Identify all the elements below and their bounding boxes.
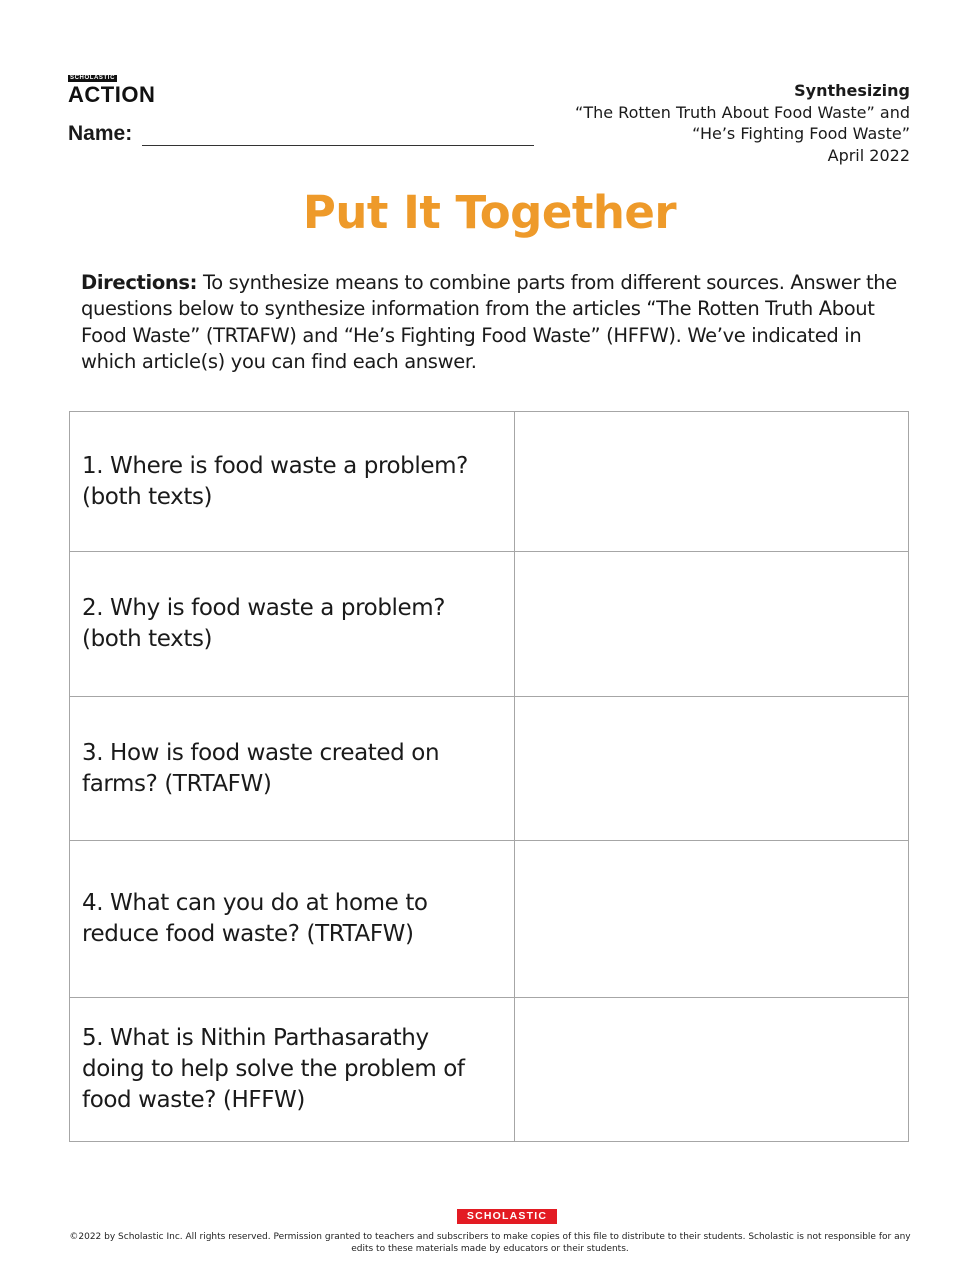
article-title-1: “The Rotten Truth About Food Waste” and (575, 102, 910, 122)
scholastic-action-logo (68, 66, 174, 105)
question-cell (70, 998, 515, 1142)
page-title: Put It Together (302, 186, 677, 239)
question-line: 3. How is food waste created on (82, 739, 440, 766)
table-row (70, 412, 909, 552)
table-row (70, 841, 909, 998)
footer-line: edits to these materials made by educators or their students. (351, 1244, 629, 1254)
skill-label: Synthesizing (794, 81, 910, 100)
logo-scholastic-label: SCHOLASTIC (70, 75, 115, 81)
question-table (69, 411, 909, 1142)
table-row (70, 697, 909, 841)
table-row (70, 552, 909, 697)
question-line: doing to help solve the problem of (82, 1056, 465, 1082)
answer-cell[interactable] (515, 552, 909, 697)
name-field (68, 122, 534, 146)
name-label: Name: (68, 122, 133, 145)
question-line: 1. Where is food waste a problem? (82, 452, 468, 479)
question-line: farms? (TRTAFW) (82, 770, 272, 797)
question-line: food waste? (HFFW) (82, 1087, 305, 1113)
article-title-2: “He’s Fighting Food Waste” (692, 124, 910, 143)
question-line: 5. What is Nithin Parthasarathy (82, 1025, 429, 1051)
question-line: 4. What can you do at home to (82, 890, 428, 916)
answer-cell[interactable] (515, 998, 909, 1142)
name-input-line[interactable] (142, 125, 534, 146)
answer-cell[interactable] (515, 697, 909, 841)
directions-label: Directions: (81, 271, 198, 294)
directions (81, 270, 901, 376)
question-line: (both texts) (82, 626, 213, 652)
question-cell (70, 412, 515, 552)
question-cell (70, 841, 515, 998)
question-cell (70, 552, 515, 697)
question-cell (70, 697, 515, 841)
question-line: (both texts) (82, 483, 213, 510)
answer-cell[interactable] (515, 841, 909, 998)
logo-action-label: ACTION (68, 82, 156, 107)
footer-line: ©2022 by Scholastic Inc. All rights reserved. Permission granted to teachers and subscribers to make copies of this file to distribute to their students. Scholastic is not responsible for any (69, 1232, 911, 1242)
question-line: reduce food waste? (TRTAFW) (82, 921, 414, 947)
table-row (70, 998, 909, 1142)
question-line: 2. Why is food waste a problem? (82, 595, 446, 621)
header-info (575, 80, 910, 166)
issue-date: April 2022 (827, 145, 910, 165)
answer-cell[interactable] (515, 412, 909, 552)
footer-scholastic-logo: SCHOLASTIC (457, 1209, 557, 1224)
directions-text: To synthesize means to combine parts from different sources. Answer the questions below to synthesize information from the articles “The Rotten Truth About Food Waste” (TRTAFW) and “He’s Fighting Food Waste” (HFFW). We’ve indicated in which article(s) you can find each answer. (81, 271, 897, 374)
footer-copyright (60, 1231, 920, 1255)
